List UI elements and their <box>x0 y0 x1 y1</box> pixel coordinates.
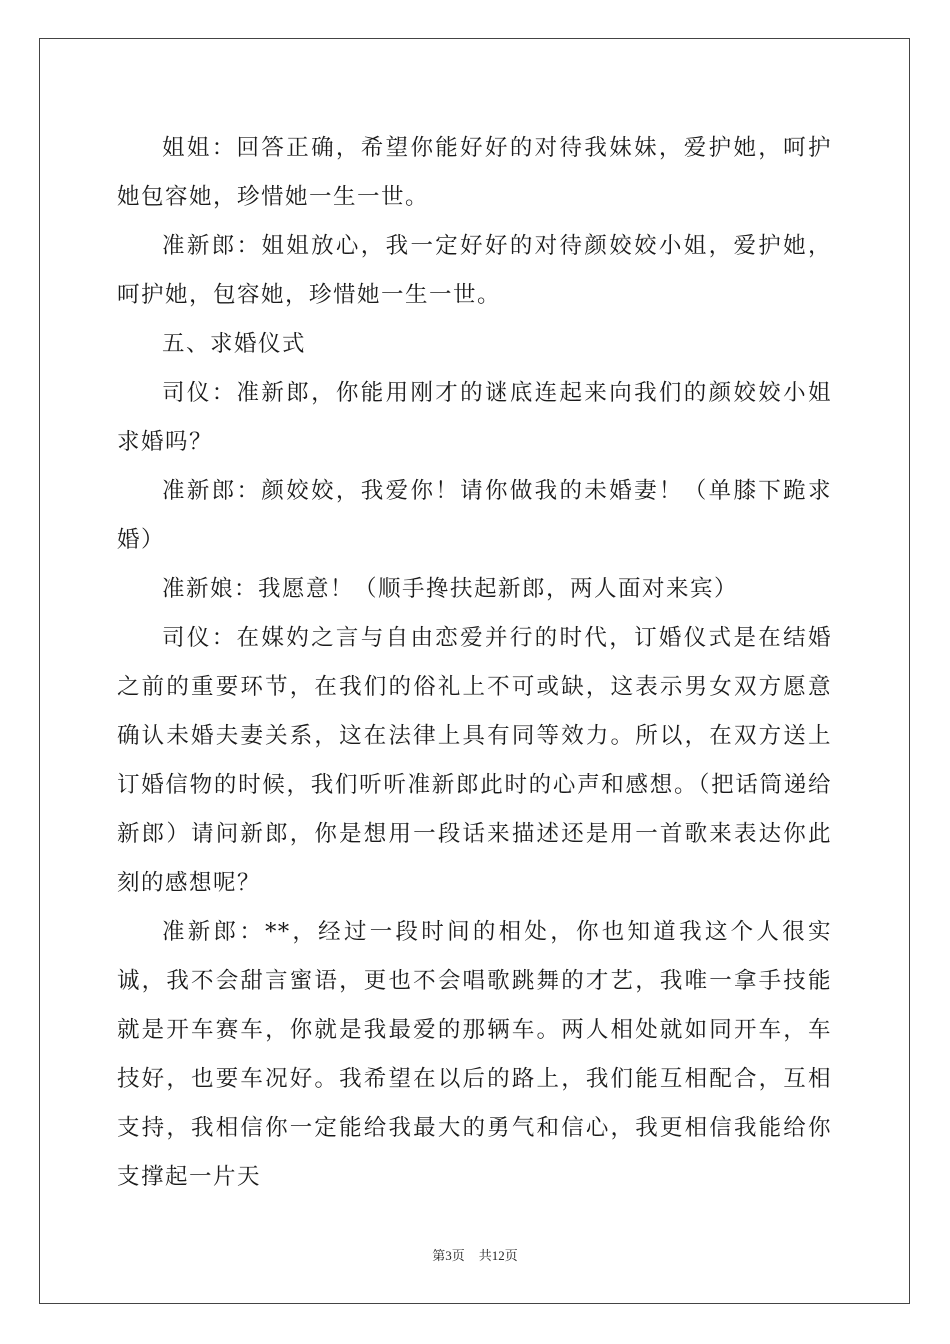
paragraph-host-proposal-prompt: 司仪：准新郎，你能用刚才的谜底连起来向我们的颜姣姣小姐求婚吗？ <box>117 380 832 455</box>
paragraph-groom-speech: 准新郎：**，经过一段时间的相处，你也知道我这个人很实诚，我不会甜言蜜语，更也不会唱歌跳舞的才艺，我唯一拿手技能就是开车赛车，你就是我最爱的那辆车。两人相处就如同开车，车技好，也要车况好。我希望在以后的路上，我们能互相配合，互相支持，我相信你一定能给我最大的勇气和信心，我更相信我能给你支撑起一片天 <box>117 919 832 1190</box>
page-total: 共12页 <box>478 1248 518 1263</box>
paragraph-sister-reply: 姐姐：回答正确，希望你能好好的对待我妹妹，爱护她，呵护她包容她，珍惜她一生一世。 <box>117 135 832 210</box>
section-heading-proposal: 五、求婚仪式 <box>162 331 307 357</box>
page-number: 第3页 <box>432 1248 465 1263</box>
paragraph-host-engagement-speech: 司仪：在媒妁之言与自由恋爱并行的时代，订婚仪式是在结婚之前的重要环节，在我们的俗礼上不可或缺，这表示男女双方愿意确认未婚夫妻关系，这在法律上具有同等效力。所以，在双方送上订婚信物的时候，我们听听准新郎此时的心声和感想。（把话筒递给新郎）请问新郎，你是想用一段话来描述还是用一首歌来表达你此刻的感想呢？ <box>117 625 832 896</box>
paragraph-bride-answer: 准新娘：我愿意！（顺手搀扶起新郎，两人面对来宾） <box>162 576 739 602</box>
document-body <box>117 124 832 1202</box>
paragraph-groom-proposal: 准新郎：颜姣姣，我爱你！请你做我的未婚妻！（单膝下跪求婚） <box>117 478 832 553</box>
paragraph-groom-promise: 准新郎：姐姐放心，我一定好好的对待颜姣姣小姐，爱护她，呵护她，包容她，珍惜她一生一世。 <box>117 233 832 308</box>
page-footer <box>0 1245 950 1264</box>
